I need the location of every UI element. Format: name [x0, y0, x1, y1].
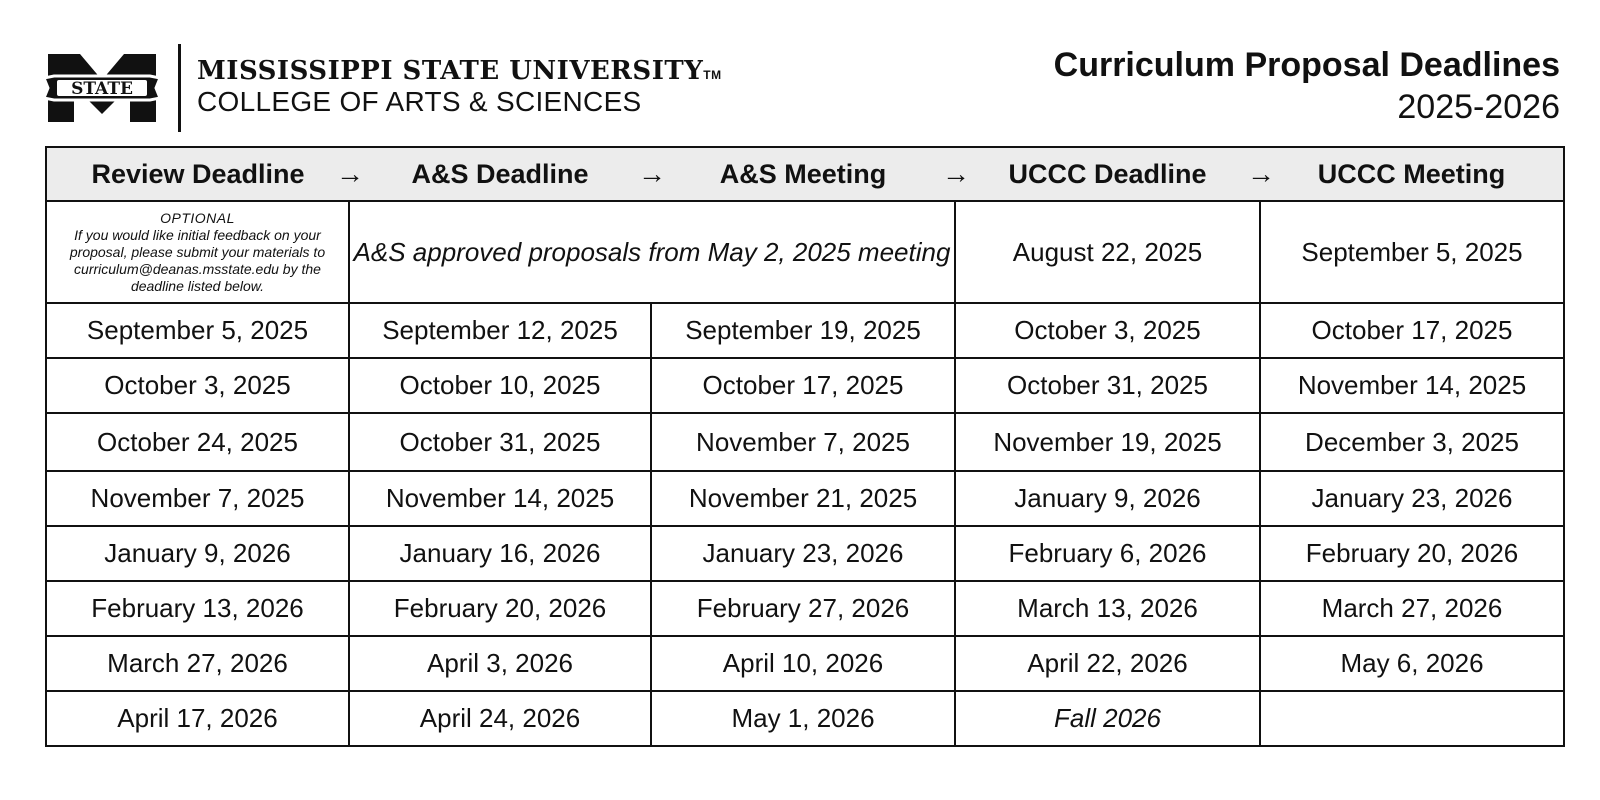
table-cell: November 14, 2025 — [1260, 358, 1564, 413]
table-cell: February 6, 2026 — [955, 526, 1260, 581]
page-title: Curriculum Proposal Deadlines — [1053, 46, 1560, 84]
msu-m-logo-icon — [46, 52, 158, 124]
table-cell: October 3, 2025 — [46, 358, 349, 413]
college-name: COLLEGE OF ARTS & SCIENCES — [197, 86, 642, 117]
optional-text: If you would like initial feedback on your proposal, please submit your materials to curriculum@deanas.msstate.edu by the deadline listed below. — [69, 226, 326, 294]
arrow-right-icon: → — [638, 158, 666, 189]
table-row — [46, 526, 1564, 581]
table-cell: October 24, 2025 — [46, 413, 349, 471]
column-header-uccc-meeting — [1260, 147, 1564, 201]
table-cell: December 3, 2025 — [1260, 413, 1564, 471]
table-cell: January 23, 2026 — [1260, 471, 1564, 526]
table-cell: April 24, 2026 — [349, 691, 651, 746]
table-cell: October 31, 2025 — [955, 358, 1260, 413]
table-cell: November 7, 2025 — [651, 413, 955, 471]
table-cell: September 5, 2025 — [46, 303, 349, 358]
table-cell: February 20, 2026 — [349, 581, 651, 636]
column-header-as-deadline — [349, 147, 666, 201]
table-cell: September 12, 2025 — [349, 303, 651, 358]
table-cell: April 10, 2026 — [651, 636, 955, 691]
column-header-label: A&S Meeting — [719, 158, 887, 189]
table-cell: May 6, 2026 — [1260, 636, 1564, 691]
table-cell: April 17, 2026 — [46, 691, 349, 746]
table-cell: September 19, 2025 — [651, 303, 955, 358]
table-cell: Fall 2026 — [955, 691, 1260, 746]
table-cell: October 10, 2025 — [349, 358, 651, 413]
prior-meeting-note: A&S approved proposals from May 2, 2025 meeting — [349, 201, 955, 303]
table-cell: January 23, 2026 — [651, 526, 955, 581]
table-cell: November 7, 2025 — [46, 471, 349, 526]
column-header-uccc-deadline — [955, 147, 1275, 201]
table-row — [46, 636, 1564, 691]
table-cell: March 13, 2026 — [955, 581, 1260, 636]
academic-year: 2025-2026 — [1397, 88, 1560, 126]
logo-text: STATE — [71, 79, 133, 99]
column-header-label: Review Deadline — [91, 158, 305, 189]
column-header-label: UCCC Deadline — [1008, 158, 1207, 189]
column-header-label: A&S Deadline — [411, 158, 589, 189]
table-cell: January 16, 2026 — [349, 526, 651, 581]
table-cell: November 19, 2025 — [955, 413, 1260, 471]
table-cell: October 17, 2025 — [651, 358, 955, 413]
table-cell: February 20, 2026 — [1260, 526, 1564, 581]
table-header-row — [46, 147, 1564, 201]
table-row — [46, 303, 1564, 358]
optional-title: OPTIONAL — [160, 209, 235, 226]
deadlines-table — [45, 146, 1565, 747]
table-cell: April 3, 2026 — [349, 636, 651, 691]
trademark: TM — [703, 68, 722, 82]
table-cell: January 9, 2026 — [46, 526, 349, 581]
table-cell: November 21, 2025 — [651, 471, 955, 526]
table-row — [46, 581, 1564, 636]
table-cell: October 17, 2025 — [1260, 303, 1564, 358]
optional-review-note — [46, 201, 349, 303]
arrow-right-icon: → — [336, 158, 364, 189]
university-name — [197, 56, 722, 86]
column-header-label: UCCC Meeting — [1317, 158, 1506, 189]
table-cell: March 27, 2026 — [46, 636, 349, 691]
table-cell: November 14, 2025 — [349, 471, 651, 526]
table-cell: February 27, 2026 — [651, 581, 955, 636]
table-cell: February 13, 2026 — [46, 581, 349, 636]
table-row — [46, 413, 1564, 471]
table-row — [46, 358, 1564, 413]
msu-logo — [46, 52, 158, 124]
column-header-as-meeting — [651, 147, 970, 201]
table-cell: October 31, 2025 — [349, 413, 651, 471]
table-cell: May 1, 2026 — [651, 691, 955, 746]
university-name-text: MISSISSIPPI STATE UNIVERSITY — [197, 56, 704, 86]
header-divider — [178, 44, 181, 132]
table-cell: March 27, 2026 — [1260, 581, 1564, 636]
table-cell: April 22, 2026 — [955, 636, 1260, 691]
intro-row — [46, 201, 1564, 303]
table-row — [46, 471, 1564, 526]
arrow-right-icon: → — [942, 158, 970, 189]
arrow-right-icon: → — [1247, 158, 1275, 189]
column-header-review-deadline — [46, 147, 364, 201]
table-cell: October 3, 2025 — [955, 303, 1260, 358]
table-row — [46, 691, 1564, 746]
table-cell: January 9, 2026 — [955, 471, 1260, 526]
table-cell: September 5, 2025 — [1260, 201, 1564, 303]
table-cell — [1260, 691, 1564, 746]
table-cell: August 22, 2025 — [955, 201, 1260, 303]
